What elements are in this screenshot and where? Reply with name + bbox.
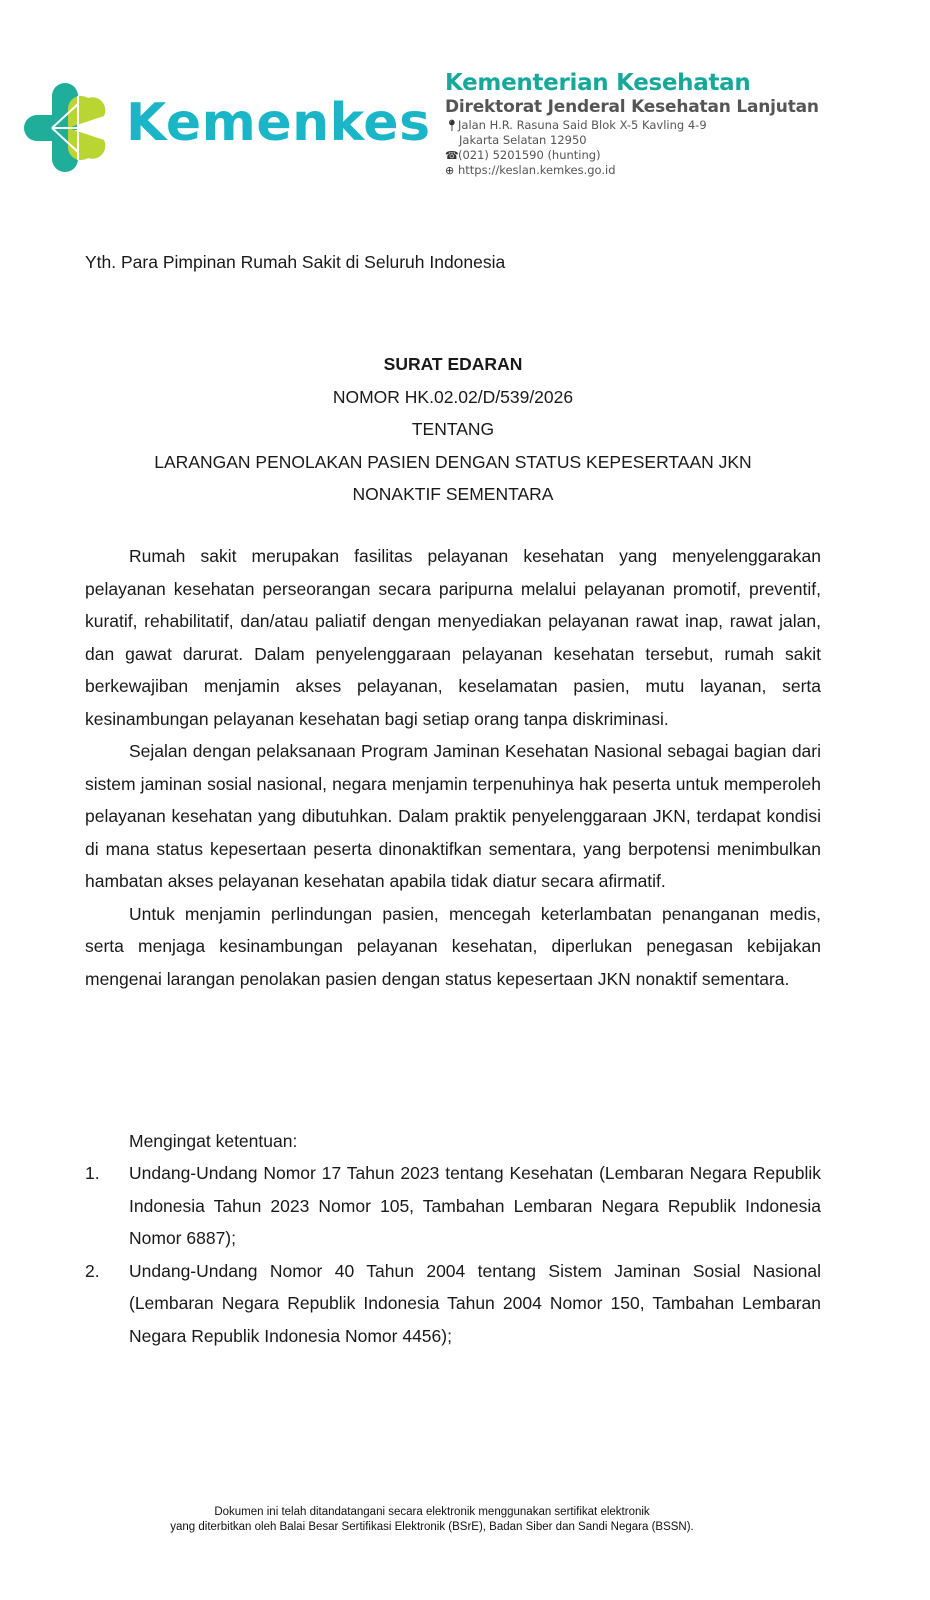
footer-line-2: yang diterbitkan oleh Balai Besar Sertifikasi Elektronik (BSrE), Badan Siber dan Sandi Negara (BSSN).	[170, 1521, 694, 1533]
addressee: Yth. Para Pimpinan Rumah Sakit di Seluruh Indonesia	[85, 252, 506, 272]
list-number: 2.	[85, 1260, 100, 1281]
ministry-name: Kementerian Kesehatan	[445, 70, 751, 96]
website-link[interactable]: https://keslan.kemkes.go.id	[458, 163, 616, 177]
phone-line	[445, 148, 819, 163]
list-text: Undang-Undang Nomor 17 Tahun 2023 tentang Kesehatan (Lembaran Negara Republik Indonesia Tahun 2023 Nomor 105, Tambahan Lembaran Negara Republik Indonesia Nomor 6887);	[129, 1163, 821, 1248]
footer-line-1: Dokumen ini telah ditandatangani secara elektronik menggunakan sertifikat elektronik	[214, 1506, 650, 1518]
title-heading: SURAT EDARAN	[383, 354, 523, 374]
kemenkes-logo-icon	[22, 82, 112, 174]
address-city: Jakarta Selatan 12950	[459, 133, 587, 147]
phone-text: (021) 5201590 (hunting)	[458, 148, 601, 162]
website-line	[445, 163, 819, 178]
regulation-list	[85, 1157, 821, 1352]
paragraph: Sejalan dengan pelaksanaan Program Jaminan Kesehatan Nasional sebagai bagian dari sistem jaminan sosial nasional, negara menjamin terpenuhinya hak peserta untuk memperoleh pelayanan kesehatan yang dibutuhkan. Dalam praktik penyelenggaraan JKN, terdapat kondisi di mana status kepesertaan peserta dinonaktifkan sementara, yang berpotensi menimbulkan hambatan akses pelayanan kesehatan apabila tidak diatur secara afirmatif.	[85, 741, 821, 891]
list-number: 1.	[85, 1163, 100, 1183]
letterhead-info	[445, 70, 819, 178]
mengingat-label: Mengingat ketentuan:	[129, 1131, 298, 1151]
paragraph: Rumah sakit merupakan fasilitas pelayanan kesehatan yang menyelenggarakan pelayanan kesehatan perseorangan secara paripurna melalui pelayanan promotif, preventif, kuratif, rehabilitatif, dan/atau paliatif dengan menyediakan pelayanan rawat inap, rawat jalan, dan gawat darurat. Dalam penyelenggaraan pelayanan kesehatan tersebut, rumah sakit berkewajiban menjamin akses pelayanan, keselamatan pasien, mutu layanan, serta kesinambungan pelayanan kesehatan bagi setiap orang tanpa diskriminasi.	[85, 546, 821, 729]
globe-icon: ⊕	[445, 164, 455, 177]
list-item	[85, 1255, 821, 1353]
title-about: TENTANG	[411, 419, 495, 439]
document-number: NOMOR HK.02.02/D/539/2026	[332, 386, 574, 407]
list-item	[85, 1157, 821, 1255]
subject-line-1: LARANGAN PENOLAKAN PASIEN DENGAN STATUS KEPESERTAAN JKN	[154, 451, 752, 472]
directorate-name: Direktorat Jenderal Kesehatan Lanjutan	[445, 97, 819, 117]
paragraph: Untuk menjamin perlindungan pasien, mencegah keterlambatan penanganan medis, serta menjaga kesinambungan pelayanan kesehatan, diperlukan penegasan kebijakan mengenai larangan penolakan pasien dengan status kepesertaan JKN nonaktif sementara.	[85, 903, 821, 989]
document-title	[0, 348, 906, 511]
telephone-icon: ☎	[445, 149, 459, 162]
e-signature-notice	[0, 1505, 864, 1535]
address-text: Jalan H.R. Rasuna Said Blok X-5 Kavling 4-9	[458, 118, 707, 132]
address-line	[445, 118, 819, 133]
location-pin-icon: 📍︎	[445, 119, 459, 132]
document-body	[85, 540, 821, 995]
brand-name: Kemenkes	[126, 93, 431, 153]
subject-line-2: NONAKTIF SEMENTARA	[352, 484, 554, 504]
list-text: Undang-Undang Nomor 40 Tahun 2004 tentang Sistem Jaminan Sosial Nasional (Lembaran Negara Republik Indonesia Tahun 2004 Nomor 150, Tambahan Lembaran Negara Republik Indonesia Nomor 4456);	[129, 1260, 821, 1346]
